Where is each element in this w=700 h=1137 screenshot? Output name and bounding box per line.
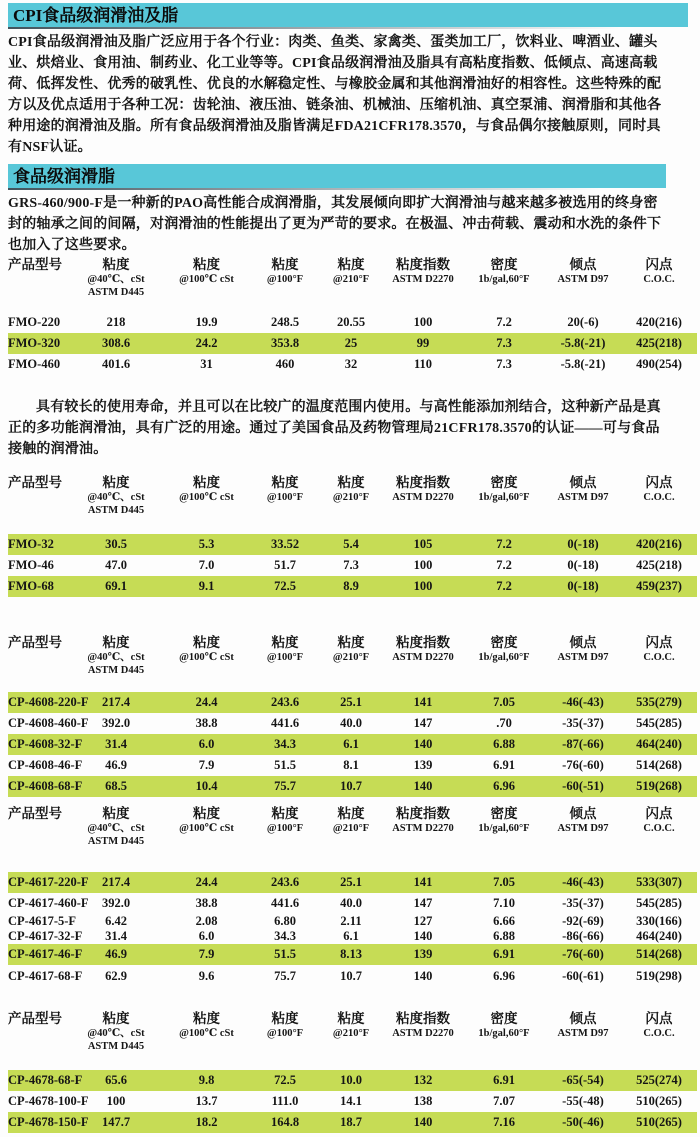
table-cell: 7.2 [496,537,512,551]
table-cell: -35(-37) [562,896,604,910]
table-cell: 18.2 [195,1115,218,1129]
table-row [8,555,697,576]
table-cell: 6.0 [198,737,215,751]
paragraph-line: 具有较长的使用寿命，并且可以在比较广的温度范围内使用。与高性能添加剂结合，这种新产品是真 [36,400,661,415]
table-cell: 31 [200,357,213,371]
table-cell: 0(-18) [567,579,599,593]
column-header: 倾点 ASTM D97 [557,1011,609,1039]
paragraph-line: 方以及优点适用于各种工况：齿轮油、液压油、链条油、机械油、压缩机油、真空泵浦、润滑脂和其他各 [8,98,662,113]
column-header: 倾点 ASTM D97 [557,257,609,285]
table-cell: 420(216) [636,537,682,551]
table-cell: 32 [344,357,358,371]
table-cell: 0(-18) [567,558,599,572]
table-cell: 140 [413,779,433,793]
fmo-light-grades-table [0,474,700,597]
table-cell: -46(-43) [562,695,604,709]
table-cell: 13.7 [195,1094,218,1108]
table-cell: -55(-48) [562,1094,604,1108]
table-cell: 14.1 [340,1094,362,1108]
table-cell: 100 [413,315,433,329]
column-header: 产品型号 [8,475,62,490]
table-cell: 75.7 [274,969,296,983]
table-cell: 147.7 [101,1115,131,1129]
table-cell: CP-4608-32-F [8,737,83,751]
column-header: 粘度 @100°F [266,806,304,834]
table-cell: 533(307) [636,875,682,889]
table-cell: 40.0 [340,896,362,910]
table-cell: 139 [413,947,433,961]
table-cell: 401.6 [101,357,131,371]
table-cell: 218 [106,315,126,329]
table-cell: 525(274) [636,1073,682,1087]
table-cell: 514(268) [636,758,682,772]
table-cell: 46.9 [105,947,127,961]
table-cell: 147 [413,896,433,910]
table-cell: 100 [413,579,433,593]
table-row [8,755,697,776]
cp-4678-series-table [0,1010,700,1133]
column-header: 闪点 C.O.C. [643,1011,675,1039]
table-cell: 33.52 [270,537,300,551]
column-header: 粘度 @40℃、cSt ASTM D445 [87,1011,145,1052]
table-cell: 18.7 [340,1115,362,1129]
section-title-bar-oils [8,3,688,27]
table-cell: CP-4617-460-F [8,896,89,910]
table-cell: CP-4608-68-F [8,779,83,793]
table-cell: 140 [413,737,433,751]
table-cell: 2.11 [340,914,362,928]
table-row [8,576,697,597]
table-cell: 535(279) [636,695,682,709]
datasheet-page [0,3,700,1133]
column-header: 粘度 @210°F [332,475,370,503]
table-cell: 34.3 [274,737,296,751]
table-cell: 99 [416,336,430,350]
table-cell: 6.91 [493,758,515,772]
table-cell: 7.05 [493,695,515,709]
table-cell: 10.0 [340,1073,362,1087]
paragraph-line: 业、烘焙业、食用油、制药业、化工业等等。CPI食品级润滑油及脂具有高粘度指数、低倾点、高速高载 [8,56,658,71]
paragraph-line: 正的多功能润滑油，具有广泛的用途。通过了美国食品及药物管理局21CFR178.3570的认证——可与食品 [8,421,660,436]
table-row [8,1112,697,1133]
table-cell: 6.66 [493,914,515,928]
table-cell: FMO-320 [8,336,61,350]
table-cell: 72.5 [274,1073,296,1087]
table-cell: 25.1 [340,695,362,709]
table-cell: 65.6 [105,1073,127,1087]
table-cell: 51.5 [274,947,296,961]
column-header: 粘度 @100℃ cSt [179,806,234,834]
table-cell: -86(-66) [562,929,604,943]
table-row [8,354,697,375]
table-cell: 138 [413,1094,433,1108]
table-cell: 464(240) [636,737,682,751]
table-cell: 7.2 [496,558,512,572]
table-cell: 6.88 [493,737,515,751]
table-cell: 217.4 [101,695,131,709]
column-header: 粘度 @40℃、cSt ASTM D445 [87,806,145,847]
table-cell: -60(-51) [562,779,604,793]
fmo-heavy-grades-table [0,256,700,375]
section-title-grease: 食品级润滑脂 [13,167,115,186]
table-cell: 147 [413,716,433,730]
table-cell: 392.0 [101,716,131,730]
table-cell: 75.7 [274,779,296,793]
table-cell: 519(298) [636,969,682,983]
table-cell: 10.4 [195,779,218,793]
table-cell: 510(265) [636,1115,682,1129]
table-cell: 111.0 [271,1094,299,1108]
table-header-row [8,1010,697,1053]
table-cell: -87(-66) [562,737,604,751]
column-header: 密度 1b/gal,60°F [478,475,530,503]
table-cell: 105 [413,537,433,551]
table-cell: 51.5 [274,758,296,772]
table-cell: 24.4 [195,875,218,889]
table-cell: 9.6 [198,969,215,983]
table-row [8,929,697,944]
table-header-row [8,256,697,299]
table-row [8,944,697,965]
table-cell: 9.8 [198,1073,215,1087]
table-cell: CP-4617-46-F [8,947,83,961]
table-cell: 392.0 [101,896,131,910]
column-header: 粘度 @40℃、cSt ASTM D445 [87,257,145,298]
column-header: 粘度 @210°F [332,1011,370,1039]
usage-paragraph [8,397,692,460]
table-cell: 425(218) [636,336,682,350]
column-header: 倾点 ASTM D97 [557,475,609,503]
table-cell: CP-4617-5-F [8,914,77,928]
table-cell: -65(-54) [562,1073,604,1087]
table-header-row [8,805,697,848]
table-cell: 140 [413,969,433,983]
table-cell: 217.4 [101,875,131,889]
column-header: 闪点 C.O.C. [643,635,675,663]
table-cell: 110 [413,357,433,371]
column-header: 粘度指数 ASTM D2270 [392,635,454,663]
table-cell: 7.10 [493,896,515,910]
paragraph-line: 也加入了这些要求。 [8,238,136,253]
column-header: 粘度指数 ASTM D2270 [392,475,454,503]
column-header: 产品型号 [8,1011,62,1026]
table-cell: FMO-68 [8,579,54,593]
table-cell: -76(-60) [562,947,604,961]
table-cell: 6.91 [493,1073,515,1087]
paragraph-line: 种用途的润滑油及脂。所有食品级润滑油及脂皆满足FDA21CFR178.3570，与食品偶尔接触原则，同时具 [8,119,661,134]
column-header: 粘度 @210°F [332,806,370,834]
table-cell: -60(-61) [562,969,604,983]
paragraph-line: GRS-460/900-F是一种新的PAO高性能合成润滑脂，其发展倾向即扩大润滑油与越来越多被选用的终身密 [8,196,658,211]
table-cell: 25.1 [340,875,362,889]
table-cell: 6.96 [493,779,515,793]
table-cell: 5.4 [343,537,359,551]
table-cell: 40.0 [340,716,362,730]
table-cell: 7.9 [198,758,215,772]
table-cell: FMO-460 [8,357,61,371]
table-cell: -76(-60) [562,758,604,772]
table-cell: 420(216) [636,315,682,329]
table-cell: 8.13 [340,947,362,961]
table-cell: 38.8 [195,896,218,910]
table-cell: -5.8(-21) [560,357,606,371]
column-header: 倾点 ASTM D97 [557,635,609,663]
table-cell: 51.7 [274,558,296,572]
table-cell: 38.8 [195,716,218,730]
table-cell: 24.2 [195,336,218,350]
table-cell: 6.80 [274,914,296,928]
table-cell: CP-4608-220-F [8,695,89,709]
column-header: 闪点 C.O.C. [643,806,675,834]
table-row [8,965,697,988]
table-cell: CP-4678-68-F [8,1073,83,1087]
paragraph-line: 荷、低挥发性、优秀的破乳性、优良的水解稳定性、与橡胶金属和其他润滑油好的相容性。这些特殊的配 [8,77,662,92]
table-cell: CP-4617-32-F [8,929,83,943]
table-cell: 6.0 [198,929,215,943]
table-cell: 490(254) [636,357,682,371]
column-header: 密度 1b/gal,60°F [478,806,530,834]
cp-4617-series-table [0,805,700,988]
table-cell: 243.6 [270,695,300,709]
table-cell: 68.5 [105,779,127,793]
column-header: 密度 1b/gal,60°F [478,635,530,663]
column-header: 粘度 @100℃ cSt [179,475,234,503]
table-cell: 7.07 [493,1094,515,1108]
table-cell: 141 [413,695,433,709]
column-header: 粘度 @210°F [332,257,370,285]
table-cell: 330(166) [636,914,682,928]
table-cell: CP-4617-220-F [8,875,89,889]
table-cell: .70 [496,716,512,730]
column-header: 粘度 @100°F [266,1011,304,1039]
table-row [8,914,697,929]
column-header: 粘度 @40℃、cSt ASTM D445 [87,475,145,516]
table-cell: 6.96 [493,969,515,983]
column-header: 粘度 @100℃ cSt [179,257,234,285]
table-cell: FMO-220 [8,315,61,329]
table-cell: 8.9 [343,579,359,593]
table-cell: 308.6 [101,336,131,350]
table-header-row [8,474,697,517]
table-cell: 20(-6) [567,315,599,329]
table-row [8,333,697,354]
table-cell: 6.88 [493,929,515,943]
table-cell: 100 [106,1094,126,1108]
table-cell: CP-4617-68-F [8,969,83,983]
table-cell: 248.5 [270,315,300,329]
table-cell: 519(268) [636,779,682,793]
table-cell: 514(268) [636,947,682,961]
table-cell: 545(285) [636,716,682,730]
table-cell: 31.4 [105,737,127,751]
column-header: 闪点 C.O.C. [643,475,675,503]
table-cell: 460 [275,357,295,371]
table-cell: 353.8 [270,336,300,350]
table-row [8,534,697,555]
table-cell: 441.6 [270,896,300,910]
table-cell: 9.1 [198,579,215,593]
table-cell: 10.7 [340,779,362,793]
column-header: 粘度指数 ASTM D2270 [392,257,454,285]
table-cell: 140 [413,929,433,943]
table-row [8,1070,697,1091]
table-cell: 7.0 [198,558,215,572]
table-cell: -50(-46) [562,1115,604,1129]
table-cell: 132 [413,1073,433,1087]
table-cell: 31.4 [105,929,127,943]
table-cell: 62.9 [105,969,127,983]
table-cell: 25 [344,336,358,350]
section-title-oils: CPI食品级润滑油及脂 [13,6,179,25]
table-cell: 47.0 [105,558,127,572]
table-row [8,893,697,914]
table-cell: 69.1 [105,579,127,593]
table-cell: 6.91 [493,947,515,961]
column-header: 粘度 @100℃ cSt [179,1011,234,1039]
table-cell: 100 [413,558,433,572]
table-cell: 510(265) [636,1094,682,1108]
table-cell: 164.8 [270,1115,300,1129]
paragraph-line: 接触的润滑油。 [8,442,108,457]
paragraph-line: 有NSF认证。 [8,140,92,155]
table-cell: 7.3 [496,336,512,350]
table-header-row [8,634,697,677]
table-cell: 20.55 [336,315,366,329]
table-cell: 46.9 [105,758,127,772]
table-cell: 141 [413,875,433,889]
table-cell: 7.3 [343,558,359,572]
table-cell: CP-4678-100-F [8,1094,89,1108]
table-cell: 243.6 [270,875,300,889]
table-cell: -35(-37) [562,716,604,730]
table-cell: 6.42 [105,914,127,928]
table-cell: -5.8(-21) [560,336,606,350]
table-cell: 8.1 [343,758,359,772]
table-row [8,734,697,755]
table-cell: FMO-46 [8,558,54,572]
table-row [8,713,697,734]
table-cell: 459(237) [636,579,682,593]
table-cell: 7.3 [496,357,512,371]
table-cell: 139 [413,758,433,772]
table-cell: CP-4608-46-F [8,758,83,772]
oils-intro-paragraph [8,32,692,158]
table-cell: -46(-43) [562,875,604,889]
table-cell: 127 [413,914,433,928]
table-cell: FMO-32 [8,537,54,551]
table-cell: -92(-69) [562,914,604,928]
table-cell: CP-4678-150-F [8,1115,89,1129]
paragraph-line: CPI食品级润滑油及脂广泛应用于各个行业：肉类、鱼类、家禽类、蛋类加工厂，饮料业、啤酒业、罐头 [8,35,658,50]
table-row [8,692,697,713]
table-cell: 19.9 [195,315,218,329]
column-header: 密度 1b/gal,60°F [478,1011,530,1039]
table-cell: 24.4 [195,695,218,709]
table-cell: CP-4608-460-F [8,716,89,730]
table-cell: 7.05 [493,875,515,889]
table-cell: 545(285) [636,896,682,910]
column-header: 粘度 @100°F [266,257,304,285]
cp-4608-series-table [0,634,700,797]
column-header: 产品型号 [8,635,62,650]
table-row [8,776,697,797]
column-header: 闪点 C.O.C. [643,257,675,285]
table-cell: 10.7 [340,969,362,983]
table-cell: 5.3 [198,537,215,551]
table-cell: 30.5 [105,537,127,551]
table-cell: 34.3 [274,929,296,943]
table-row [8,872,697,893]
paragraph-line: 封的轴承之间的间隔，对润滑油的性能提出了更为严苛的要求。在极温、冲击荷载、震动和水洗的条件下 [8,217,662,232]
table-row [8,312,697,333]
table-cell: 0(-18) [567,537,599,551]
column-header: 粘度 @100°F [266,475,304,503]
table-cell: 6.1 [343,737,359,751]
table-cell: 140 [413,1115,433,1129]
column-header: 粘度指数 ASTM D2270 [392,1011,454,1039]
column-header: 粘度 @40℃、cSt ASTM D445 [87,635,145,676]
table-cell: 7.9 [198,947,215,961]
table-cell: 7.2 [496,315,512,329]
table-cell: 425(218) [636,558,682,572]
column-header: 产品型号 [8,257,62,272]
table-cell: 2.08 [195,914,218,928]
column-header: 粘度 @210°F [332,635,370,663]
column-header: 粘度 @100℃ cSt [179,635,234,663]
table-cell: 6.1 [343,929,359,943]
column-header: 倾点 ASTM D97 [557,806,609,834]
table-cell: 441.6 [270,716,300,730]
table-row [8,1091,697,1112]
section-title-bar-grease [8,164,666,188]
column-header: 粘度指数 ASTM D2270 [392,806,454,834]
column-header: 密度 1b/gal,60°F [478,257,530,285]
table-cell: 7.16 [493,1115,515,1129]
table-cell: 72.5 [274,579,296,593]
table-cell: 7.2 [496,579,512,593]
grease-intro-paragraph [8,193,692,256]
column-header: 粘度 @100°F [266,635,304,663]
table-cell: 464(240) [636,929,682,943]
column-header: 产品型号 [8,806,62,821]
